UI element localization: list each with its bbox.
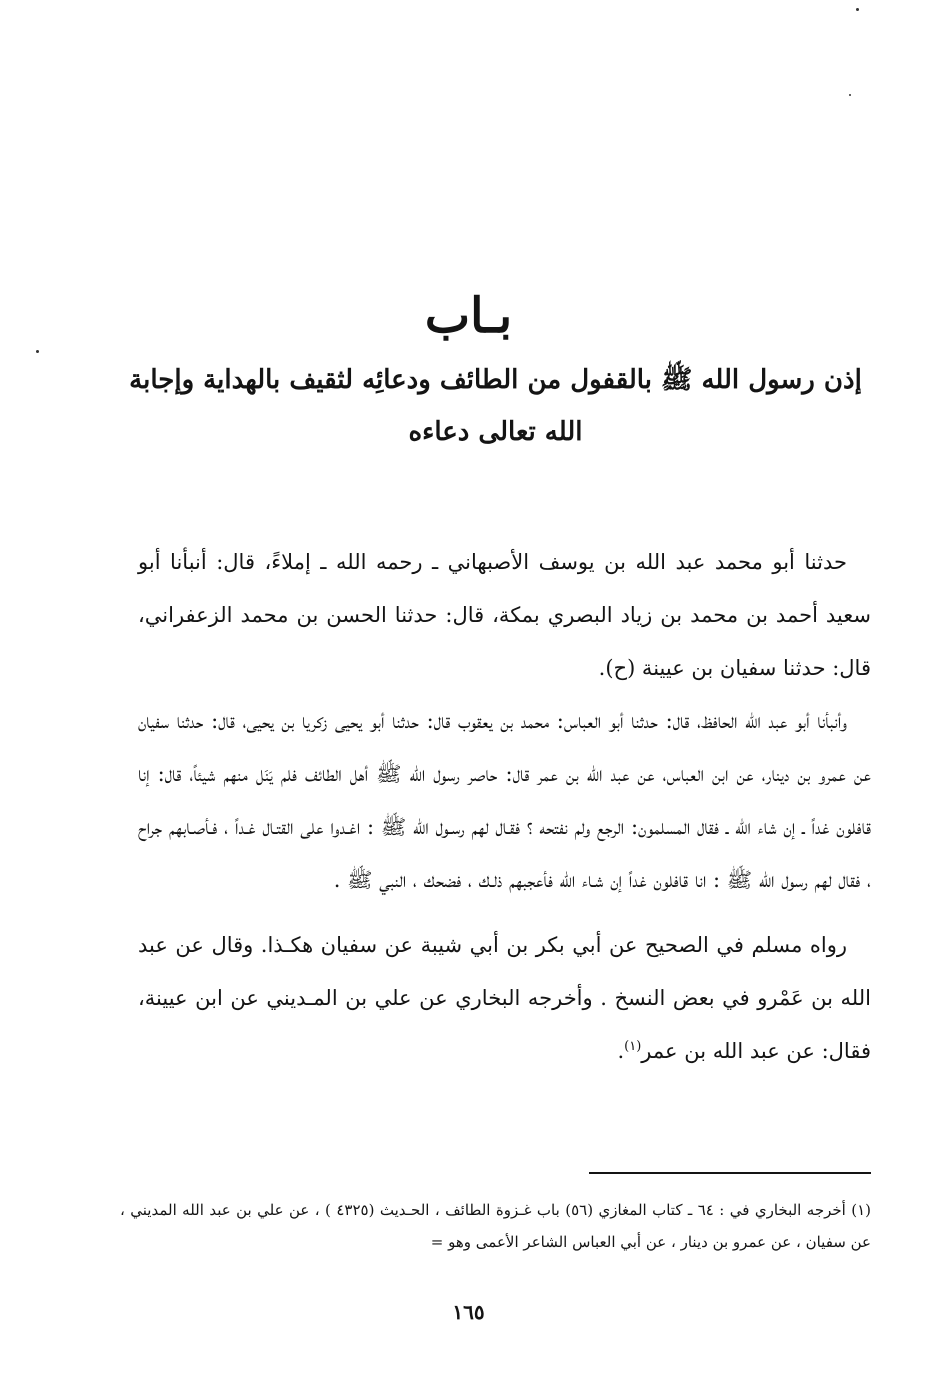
paragraph-3-end: . [617, 1039, 625, 1063]
footnote-reference: (١) [624, 1039, 642, 1054]
chapter-heading: بـاب [424, 288, 513, 344]
page-number: ١٦٥ [452, 1300, 485, 1324]
main-text [138, 536, 871, 1078]
paragraph-2: وأنبأنا أبو عبد الله الحافظ، قال: حدثنا أبو العباس: محمد بن يعقوب قال: حدثنا أبو يحيى زكريا بن يحيى، قال: حدثنا سفيان عن عمرو بن دينار، عن ابن العباس، عن عبد الله بن عمر قال: حاصر رسول الله ﷺ أهل الطائف فلم يَنَل منهم شيئاً، قال: إنا قافلون غداً ـ إن شاء الله ـ فقال المسلمون: الرجع ولم نفتحه ؟ فقـال لهم رسـول الله ﷺ : اغـدوا على القتـال غـداً ، فـأصـابهم جراح ، فقال لهم رسول الله ﷺ : انا قافلون غداً إن شـاء الله فأعجبهم ذلـك ، فضحك ، النبي ﷺ . [138, 709, 871, 892]
footnote-1: (١) أخرجه البخاري في : ٦٤ ـ كتاب المغازي (٥٦) باب غـزوة الطائف ، الحـديث (٤٣٢٥ ) ، عن علي بن عبد الله المديني ، عن سفيان ، عن عمرو بن دينار ، عن أبي العباس الشاعر الأعمى وهو = [120, 1201, 872, 1251]
paragraph-3-text: رواه مسلم في الصحيح عن أبي بكر بن أبي شيبة عن سفيان هكـذا. وقال عن عبد الله بن عَمْرو في بعض النسخ . وأخرجه البخاري عن علي بن المـديني عن ابن عيينة، فقال: عن عبد الله بن عمر [138, 933, 871, 1063]
scan-speck [36, 350, 39, 353]
footnote-divider [589, 1172, 871, 1174]
scan-speck [856, 8, 859, 11]
scan-speck [849, 94, 851, 96]
chapter-title: إذن رسول الله ﷺ بالقفول من الطائف ودعائِه لثقيف بالهداية وإجابة الله تعالى دعاءه [129, 365, 862, 447]
footnotes [120, 1194, 871, 1258]
paragraph-3 [138, 919, 871, 1078]
paragraph-1: حدثنا أبو محمد عبد الله بن يوسف الأصبهاني ـ رحمه الله ـ إملاءً، قال: أنبأنا أبو سعيد أحمد بن محمد بن زياد البصري بمكة، قال: حدثنا الحسن بن محمد الزعفراني، قال: حدثنا سفيان بن عيينة (ح). [138, 550, 871, 680]
